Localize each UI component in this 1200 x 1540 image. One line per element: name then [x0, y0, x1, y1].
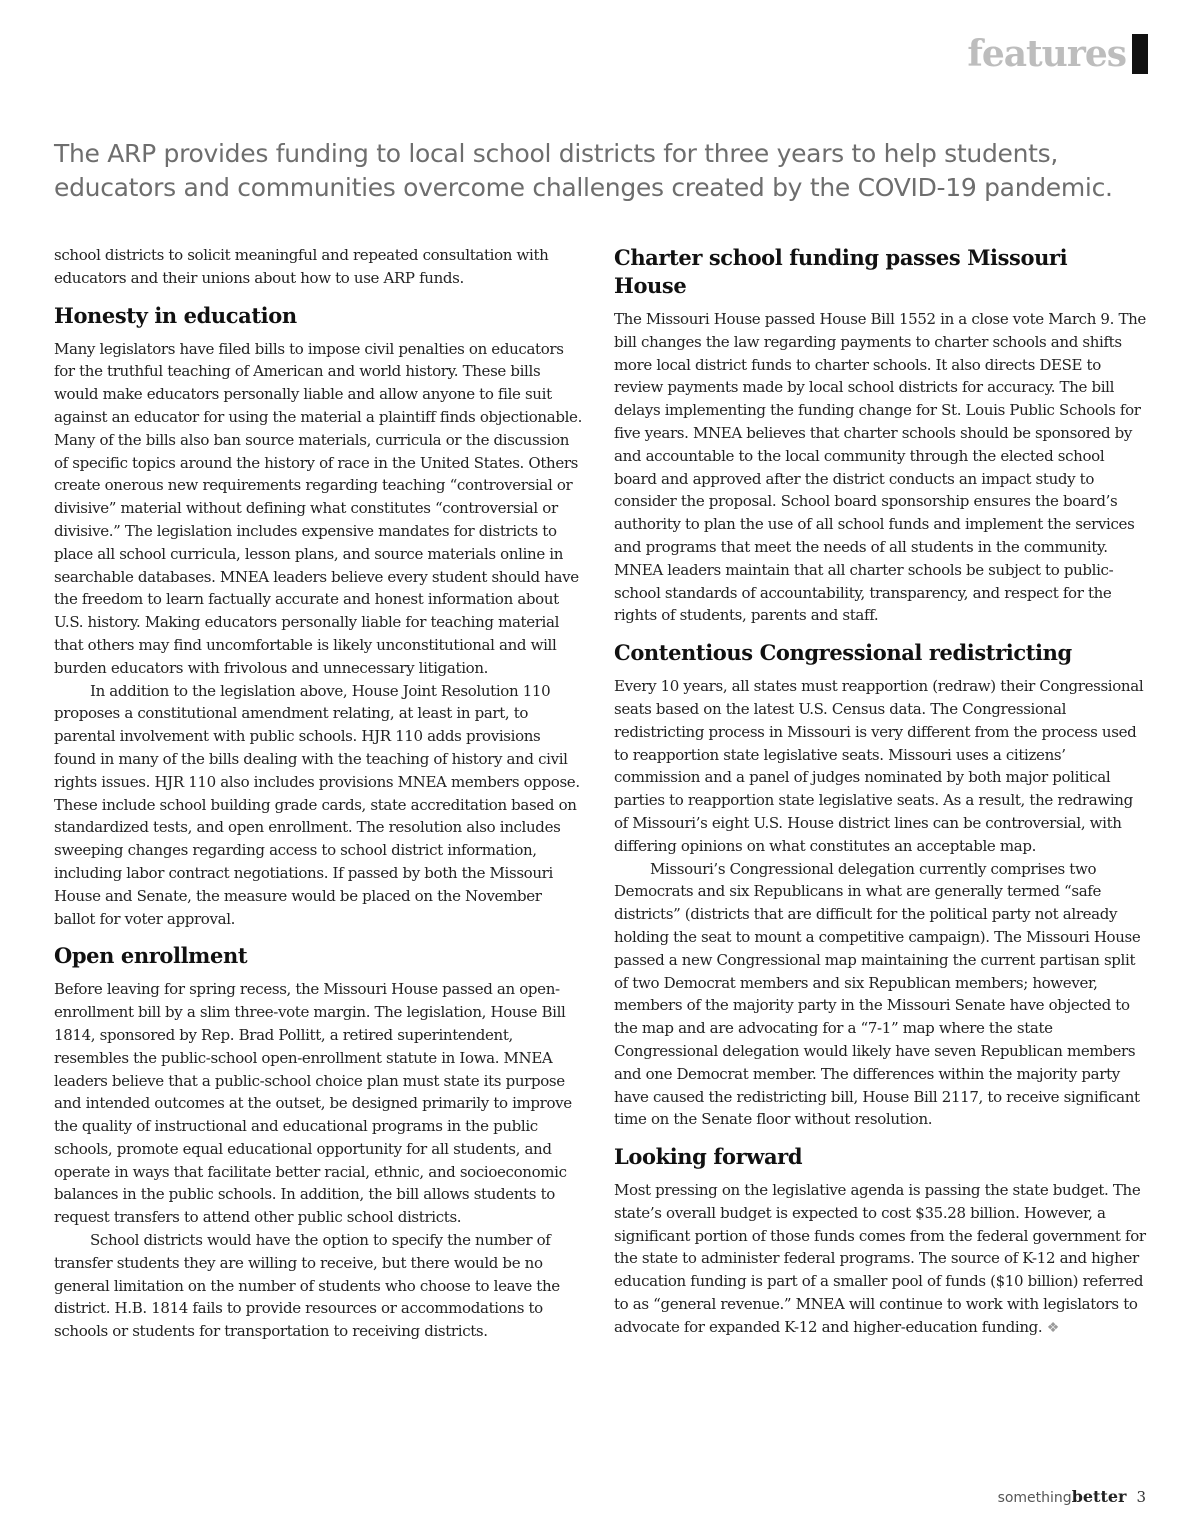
page-footer [998, 1487, 1146, 1506]
page-number: 3 [1136, 1488, 1146, 1506]
charter-paragraph: The Missouri House passed House Bill 1552 in a close vote March 9. The bill changes the law regarding payments to charter schools and shifts more local district funds to charter schools. It also directs DESE to review payments made by local school districts for accuracy. The bill delays implementing the funding change for St. Louis Public Schools for five years. MNEA believes that charter schools should be sponsored by and accountable to the local community through the elected school board and approved after the district conducts an impact study to consider the proposal. School board sponsorship ensures the board’s authority to plan the use of all school funds and implement the services and programs that meet the needs of all students in the community. MNEA leaders maintain that all charter schools be subject to public-school standards of accountability, transparency, and respect for the rights of students, parents and staff. [614, 310, 1146, 625]
heading-redistricting: Contentious Congressional redistricting [614, 640, 1072, 666]
heading-open-enrollment: Open enrollment [54, 943, 248, 969]
redistricting-paragraph-1: Every 10 years, all states must reapportion (redraw) their Congressional seats based on the latest U.S. Census data. The Congressional redistricting process in Missouri is very different from the process used to reapportion state legislative seats. Missouri uses a citizens’ commission and a panel of judges nominated by both major political parties to reapportion state legislative seats. As a result, the redrawing of Missouri’s eight U.S. House district lines can be controversial, with differing opinions on what constitutes an acceptable map. [614, 677, 1144, 855]
heading-charter: Charter school funding passes Missouri House [614, 245, 1068, 298]
intro-paragraph: school districts to solicit meaningful and repeated consultation with educators and their unions about how to use ARP funds. [54, 246, 549, 287]
end-mark-icon: ❖ [1046, 1319, 1059, 1336]
looking-forward-text: Most pressing on the legislative agenda is passing the state budget. The state’s overall budget is expected to cost $35.28 billion. However, a significant portion of those funds comes from the federal government for the state to administer federal programs. The source of K-12 and higher education funding is part of a smaller pool of funds ($10 billion) referred to as “general revenue.” MNEA will continue to work with legislators to advocate for expanded K-12 and higher-education funding. [614, 1181, 1146, 1336]
footer-brand-light: something [997, 1490, 1072, 1506]
heading-looking-forward: Looking forward [614, 1144, 803, 1170]
honesty-paragraph-2: In addition to the legislation above, House Joint Resolution 110 proposes a constitutional amendment relating, at least in part, to parental involvement with public schools. HJR 110 adds provisions found in many of the bills dealing with the teaching of history and civil rights issues. HJR 110 also includes provisions MNEA members oppose. These include school building grade cards, state accreditation based on standardized tests, and open enrollment. The resolution also includes sweeping changes regarding access to school district information, including labor contract negotiations. If passed by both the Missouri House and Senate, the measure would be placed on the November ballot for voter approval. [54, 681, 580, 928]
pull-quote: The ARP provides funding to local school districts for three years to help students, educators and communities overcome challenges created by the COVID-19 pandemic. [54, 139, 1113, 202]
section-tag [967, 34, 1148, 74]
section-label: features [967, 33, 1126, 75]
section-bar [1132, 34, 1148, 74]
honesty-paragraph-1: Many legislators have filed bills to impose civil penalties on educators for the truthful teaching of American and world history. These bills would make educators personally liable and allow anyone to file suit against an educator for using the material a plaintiff finds objectionable. Many of the bills also ban source materials, curricula or the discussion of specific topics around the history of race in the United States. Others create onerous new requirements regarding teaching “controversial or divisive” material without defining what constitutes “controversial or divisive.” The legislation includes expensive mandates for districts to place all school curricula, lesson plans, and source materials online in searchable databases. MNEA leaders believe every student should have the freedom to learn factually accurate and honest information about U.S. history. Making educators personally liable for teaching material that others may find uncomfortable is likely unconstitutional and will burden educators with frivolous and unnecessary litigation. [54, 339, 582, 677]
right-column [614, 244, 1146, 1340]
redistricting-paragraph-2: Missouri’s Congressional delegation currently comprises two Democrats and six Republicans in what are generally termed “safe districts” (districts that are difficult for the political party not already holding the seat to mount a competitive campaign). The Missouri House passed a new Congressional map maintaining the current partisan split of two Democrat members and six Republican members; however, members of the majority party in the Missouri Senate have objected to the map and are advocating for a “7-1” map where the state Congressional delegation would likely have seven Republican members and one Democrat member. The differences within the majority party have caused the redistricting bill, House Bill 2117, to receive significant time on the Senate floor without resolution. [614, 859, 1141, 1129]
open-enrollment-paragraph-2: School districts would have the option to specify the number of transfer students they are willing to receive, but there would be no general limitation on the number of students who choose to leave the district. H.B. 1814 fails to provide resources or accommodations to schools or students for transportation to receiving districts. [54, 1231, 560, 1341]
footer-brand-bold: better [1071, 1487, 1127, 1506]
looking-forward-paragraph [614, 1179, 1146, 1340]
open-enrollment-paragraph-1: Before leaving for spring recess, the Missouri House passed an open-enrollment bill by a slim three-vote margin. The legislation, House Bill 1814, sponsored by Rep. Brad Pollitt, a retired superintendent, resembles the public-school open-enrollment statute in Iowa. MNEA leaders believe that a public-school choice plan must state its purpose and intended outcomes at the outset, be designed primarily to improve the quality of instructional and educational programs in the public schools, promote equal educational opportunity for all students, and operate in ways that facilitate better racial, ethnic, and socioeconomic balances in the public schools. In addition, the bill allows students to request transfers to attend other public school districts. [54, 980, 572, 1227]
heading-honesty: Honesty in education [54, 302, 297, 328]
left-column [54, 244, 586, 1343]
